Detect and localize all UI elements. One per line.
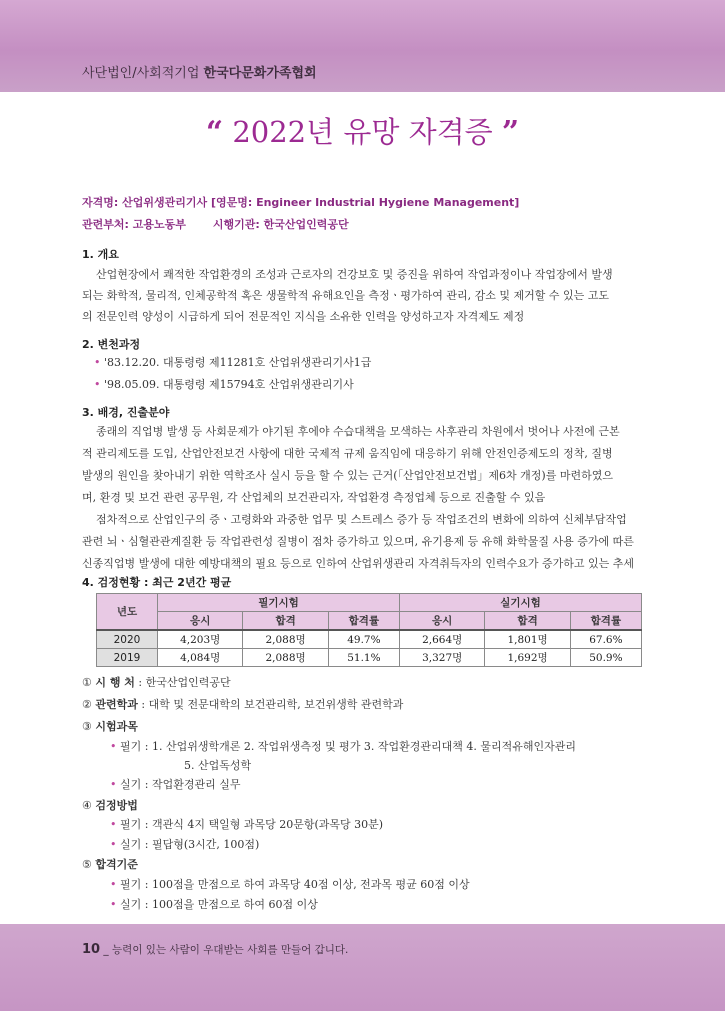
info-label: 합격기준 — [95, 858, 138, 871]
col-header: 합격 — [243, 612, 328, 631]
org-name: 한국다문화가족협회 — [203, 66, 317, 81]
method-practical-text: 실기 : 필답형(3시간, 100점) — [120, 838, 260, 851]
pass-written-text: 필기 : 100점을 만점으로 하여 과목당 40점 이상, 전과목 평균 60점 이상 — [120, 878, 470, 891]
ministry-value: 고용노동부 — [132, 218, 186, 231]
subjects-practical — [110, 776, 240, 792]
circled-number: ① — [82, 676, 92, 689]
close-quote: ” — [501, 115, 520, 150]
table-cell: 1,692명 — [485, 649, 570, 667]
s3-line-3: 발생의 원인을 찾아내기 위한 역학조사 실시 등을 할 수 있는 근거(「산업안전보건법」제6차 개정)를 마련하였으 — [82, 469, 613, 482]
agency-label: 시행기관: — [212, 218, 264, 231]
agency-value: 한국산업인력공단 — [263, 218, 349, 231]
history-item-text: '83.12.20. 대통령령 제11281호 산업위생관리기사1급 — [104, 356, 372, 369]
circled-number: ④ — [82, 799, 92, 812]
table-cell: 49.7% — [328, 630, 399, 649]
footer-slogan: 능력이 있는 사람이 우대받는 사회를 만들어 갑니다. — [112, 944, 349, 956]
s3-line-5: 점차적으로 산업인구의 증ㆍ고령화와 과중한 업무 및 스트레스 증가 등 작업조건의 변화에 의하여 신체부담작업 — [96, 513, 627, 526]
org-prefix: 사단법인/사회적기업 — [82, 66, 200, 81]
s3-line-7: 신종직업병 발생에 대한 예방대책의 필요 등으로 인하여 산업위생관리 자격취득자의 인력수요가 증가하고 있는 추세 — [82, 557, 635, 570]
info-departments — [82, 696, 403, 712]
history-item — [94, 376, 354, 392]
col-header: 합격률 — [328, 612, 399, 631]
col-header: 합격 — [485, 612, 570, 631]
s3-line-4: 며, 환경 및 보건 관련 공무원, 각 산업체의 보건관리자, 작업환경 측정업체 등으로 진출할 수 있음 — [82, 491, 546, 504]
col-header: 합격률 — [570, 612, 641, 631]
table-cell: 4,084명 — [158, 649, 243, 667]
page-title — [0, 110, 725, 151]
info-value: : 한국산업인력공단 — [134, 676, 231, 689]
info-value: : 대학 및 전문대학의 보건관리학, 보건위생학 관련학과 — [137, 698, 404, 711]
title-text: 2022년 유망 자격증 — [232, 115, 493, 149]
ministry-label: 관련부처: — [82, 218, 133, 231]
col-header: 응시 — [158, 612, 243, 631]
ministry-line — [82, 216, 349, 232]
footer-sep: _ — [100, 944, 113, 956]
s3-line-2: 적 관리제도를 도입, 산업안전보건 사항에 대한 국제적 규제 움직임에 대응하기 위해 안전인증제도의 정착, 질병 — [82, 447, 613, 460]
table-cell: 3,327명 — [399, 649, 484, 667]
page-footer — [82, 942, 348, 957]
s3-line-1: 종래의 직업병 발생 등 사회문제가 야기된 후에야 수습대책을 모색하는 사후관리 차원에서 벗어나 사전에 근본 — [96, 425, 620, 438]
qual-value: 산업위생관리기사 [영문명: Engineer Industrial Hygiene Management] — [122, 196, 520, 209]
method-written-text: 필기 : 객관식 4지 택일형 과목당 20문항(과목당 30분) — [120, 818, 384, 831]
table-cell: 2019 — [97, 649, 158, 667]
section-2-heading: 2. 변천과정 — [82, 338, 141, 351]
subjects-written-text: 필기 : 1. 산업위생학개론 2. 작업위생측정 및 평가 3. 작업환경관리대책 4. 물리적유해인자관리 — [120, 740, 577, 753]
circled-number: ⑤ — [82, 858, 92, 871]
page-number: 10 — [82, 942, 101, 957]
qual-label: 자격명: — [82, 196, 123, 209]
info-subjects — [82, 718, 138, 734]
table-row — [97, 649, 642, 667]
table-cell: 2,088명 — [243, 630, 328, 649]
info-agency — [82, 674, 231, 690]
bullet-icon: • — [94, 378, 104, 391]
bullet-icon: • — [110, 740, 120, 753]
info-method — [82, 797, 138, 813]
info-pass — [82, 856, 138, 872]
col-header: 응시 — [399, 612, 484, 631]
circled-number: ② — [82, 698, 92, 711]
exam-stats-table — [96, 593, 642, 667]
footer-band — [0, 924, 725, 1011]
table-cell: 4,203명 — [158, 630, 243, 649]
table-cell: 67.6% — [570, 630, 641, 649]
method-practical — [110, 836, 259, 852]
section-3-heading: 3. 배경, 진출분야 — [82, 406, 170, 419]
year-header: 년도 — [97, 594, 158, 631]
bullet-icon: • — [94, 356, 104, 369]
table-cell: 2,664명 — [399, 630, 484, 649]
bullet-icon: • — [110, 838, 120, 851]
table-cell: 2,088명 — [243, 649, 328, 667]
s1-line-1: 산업현장에서 쾌적한 작업환경의 조성과 근로자의 건강보호 및 증진을 위하여 작업과정이나 작업장에서 발생 — [96, 268, 613, 281]
s1-line-3: 의 전문인력 양성이 시급하게 되어 전문적인 지식을 소유한 인력을 양성하고자 자격제도 제정 — [82, 310, 525, 323]
pass-practical — [110, 896, 318, 912]
info-label: 시 행 처 — [95, 676, 135, 689]
section-4-heading: 4. 검정현황 : 최근 2년간 평균 — [82, 576, 232, 589]
bullet-icon: • — [110, 898, 120, 911]
info-label: 검정방법 — [95, 799, 138, 812]
open-quote: “ — [205, 115, 224, 150]
history-item — [94, 354, 371, 370]
subjects-practical-text: 실기 : 작업환경관리 실무 — [120, 778, 241, 791]
circled-number: ③ — [82, 720, 92, 733]
written-exam-header: 필기시험 — [158, 594, 400, 612]
s3-line-6: 관련 뇌ㆍ심혈관관계질환 등 작업관련성 질병이 점차 증가하고 있으며, 유기용제 등 유해 화학물질 사용 증가에 따른 — [82, 535, 634, 548]
qualification-line — [82, 194, 519, 210]
info-label: 관련학과 — [95, 698, 138, 711]
pass-practical-text: 실기 : 100점을 만점으로 하여 60점 이상 — [120, 898, 318, 911]
section-1-heading: 1. 개요 — [82, 248, 119, 261]
bullet-icon: • — [110, 818, 120, 831]
info-label: 시험과목 — [95, 720, 138, 733]
pass-written — [110, 876, 470, 892]
table-cell: 1,801명 — [485, 630, 570, 649]
practical-exam-header: 실기시험 — [399, 594, 641, 612]
table-cell: 50.9% — [570, 649, 641, 667]
table-cell: 2020 — [97, 630, 158, 649]
table-row — [97, 630, 642, 649]
organization-name — [82, 62, 317, 81]
table-cell: 51.1% — [328, 649, 399, 667]
bullet-icon: • — [110, 778, 120, 791]
bullet-icon: • — [110, 878, 120, 891]
s1-line-2: 되는 화학적, 물리적, 인체공학적 혹은 생물학적 유해요인을 측정ㆍ평가하여 관리, 감소 및 제거할 수 있는 고도 — [82, 289, 609, 302]
history-item-text: '98.05.09. 대통령령 제15794호 산업위생관리기사 — [104, 378, 354, 391]
method-written — [110, 816, 383, 832]
subjects-written-cont: 5. 산업독성학 — [184, 759, 252, 772]
subjects-written — [110, 738, 576, 754]
